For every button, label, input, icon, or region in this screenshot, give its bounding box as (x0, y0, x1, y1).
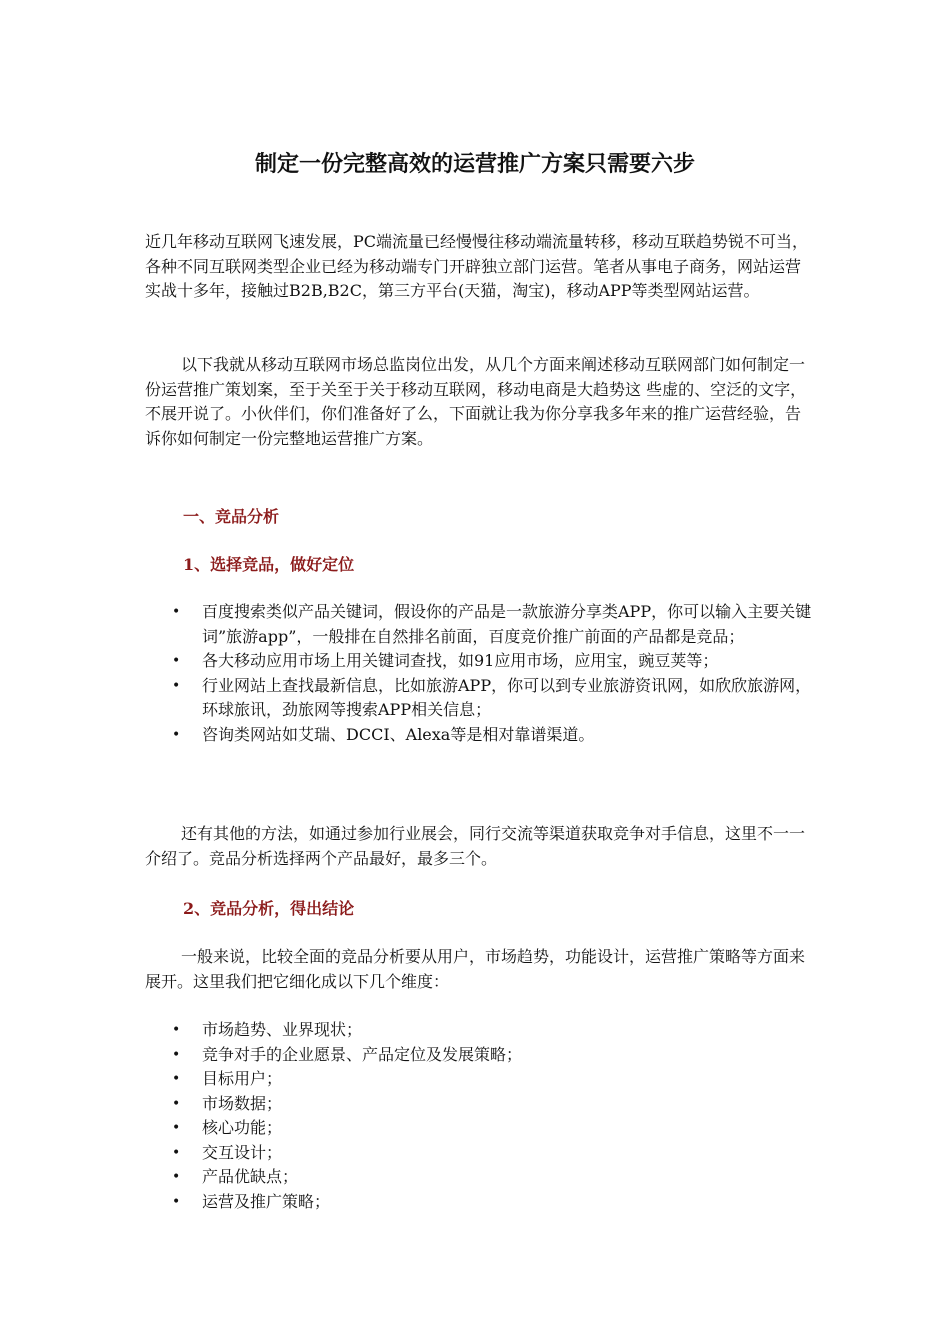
list-item (170, 1067, 820, 1092)
bullet-icon: • (172, 604, 181, 620)
list-item-text: 市场趋势、业界现状； (202, 1020, 363, 1039)
list-item-text: 产品优缺点； (202, 1167, 299, 1186)
sub1-heading: 1、选择竞品，做好定位 (183, 555, 355, 574)
bullet-icon: • (172, 1046, 181, 1063)
bullet-icon: • (172, 1169, 181, 1185)
list-item-text: 竞争对手的企业愿景、产品定位及发展策略； (202, 1044, 523, 1064)
bullet-icon: • (172, 1022, 181, 1038)
list-item (170, 1141, 820, 1166)
other-methods-paragraph: 还有其他的方法，如通过参加行业展会，同行交流等渠道获取竞争对手信息，这里不一一介绍了。竞品分析选择两个产品最好，最多三个。 (145, 824, 806, 868)
bullet-icon: • (172, 653, 181, 669)
competitor-selection-list (170, 600, 820, 747)
list-item (170, 723, 820, 748)
list-item-text: 交互设计； (202, 1142, 283, 1162)
list-item-text: 核心功能； (202, 1118, 283, 1137)
analysis-paragraph: 一般来说，比较全面的竞品分析要从用户，市场趋势，功能设计，运营推广策略等方面来展开。这里我们把它细化成以下几个维度： (145, 947, 806, 991)
section1-heading: 一、竞品分析 (183, 507, 280, 526)
list-item (170, 1043, 820, 1068)
bullet-icon: • (172, 1071, 181, 1087)
bullet-icon: • (172, 677, 181, 694)
page-title: 制定一份完整高效的运营推广方案只需要六步 (254, 151, 695, 177)
second-paragraph: 以下我就从移动互联网市场总监岗位出发，从几个方面来阐述移动互联网部门如何制定一份运营推广策划案，至于关至于关于移动互联网，移动电商是大趋势这 些虚的、空泛的文字，不展开说了。小伙伴们，你们准备好了么，下面就让我为你分享我多年来的推广运营经验，告诉你如何制定一份完整地运营推广方案。 (145, 355, 807, 448)
list-item (170, 649, 820, 674)
list-item (170, 1116, 820, 1141)
bullet-icon: • (172, 726, 181, 743)
bullet-icon: • (172, 1120, 181, 1136)
list-item-text: 咨询类网站如艾瑞、DCCI、Alexa等是相对靠谱渠道。 (202, 724, 595, 744)
list-item-text: 目标用户； (202, 1069, 283, 1088)
bullet-icon: • (172, 1095, 181, 1112)
sub2-heading: 2、竞品分析，得出结论 (183, 899, 355, 918)
bullet-icon: • (172, 1144, 181, 1161)
list-item (170, 674, 820, 723)
analysis-dimensions-list (170, 1018, 820, 1214)
list-item-text: 行业网站上查找最新信息，比如旅游APP，你可以到专业旅游资讯网，如欣欣旅游网，环球旅讯，劲旅网等搜索APP相关信息； (202, 675, 812, 719)
intro-paragraph: 近几年移动互联网飞速发展，PC端流量已经慢慢往移动端流量转移，移动互联趋势锐不可当，各种不同互联网类型企业已经为移动端专门开辟独立部门运营。笔者从事电子商务，网站运营实战十多年，接触过B2B,B2C，第三方平台(天猫，淘宝)，移动APP等类型网站运营。 (145, 232, 809, 300)
list-item-text: 百度搜索类似产品关键词，假设你的产品是一款旅游分享类APP，你可以输入主要关键词”旅游app”，一般排在自然排名前面，百度竞价推广前面的产品都是竞品； (202, 602, 812, 646)
list-item (170, 600, 820, 649)
list-item-text: 市场数据； (202, 1093, 283, 1113)
bullet-icon: • (172, 1193, 181, 1210)
list-item-text: 各大移动应用市场上用关键词查找，如91应用市场，应用宝，豌豆荚等； (202, 651, 719, 670)
list-item (170, 1190, 820, 1215)
list-item (170, 1165, 820, 1190)
list-item-text: 运营及推广策略； (202, 1191, 331, 1211)
list-item (170, 1092, 820, 1117)
list-item (170, 1018, 820, 1043)
